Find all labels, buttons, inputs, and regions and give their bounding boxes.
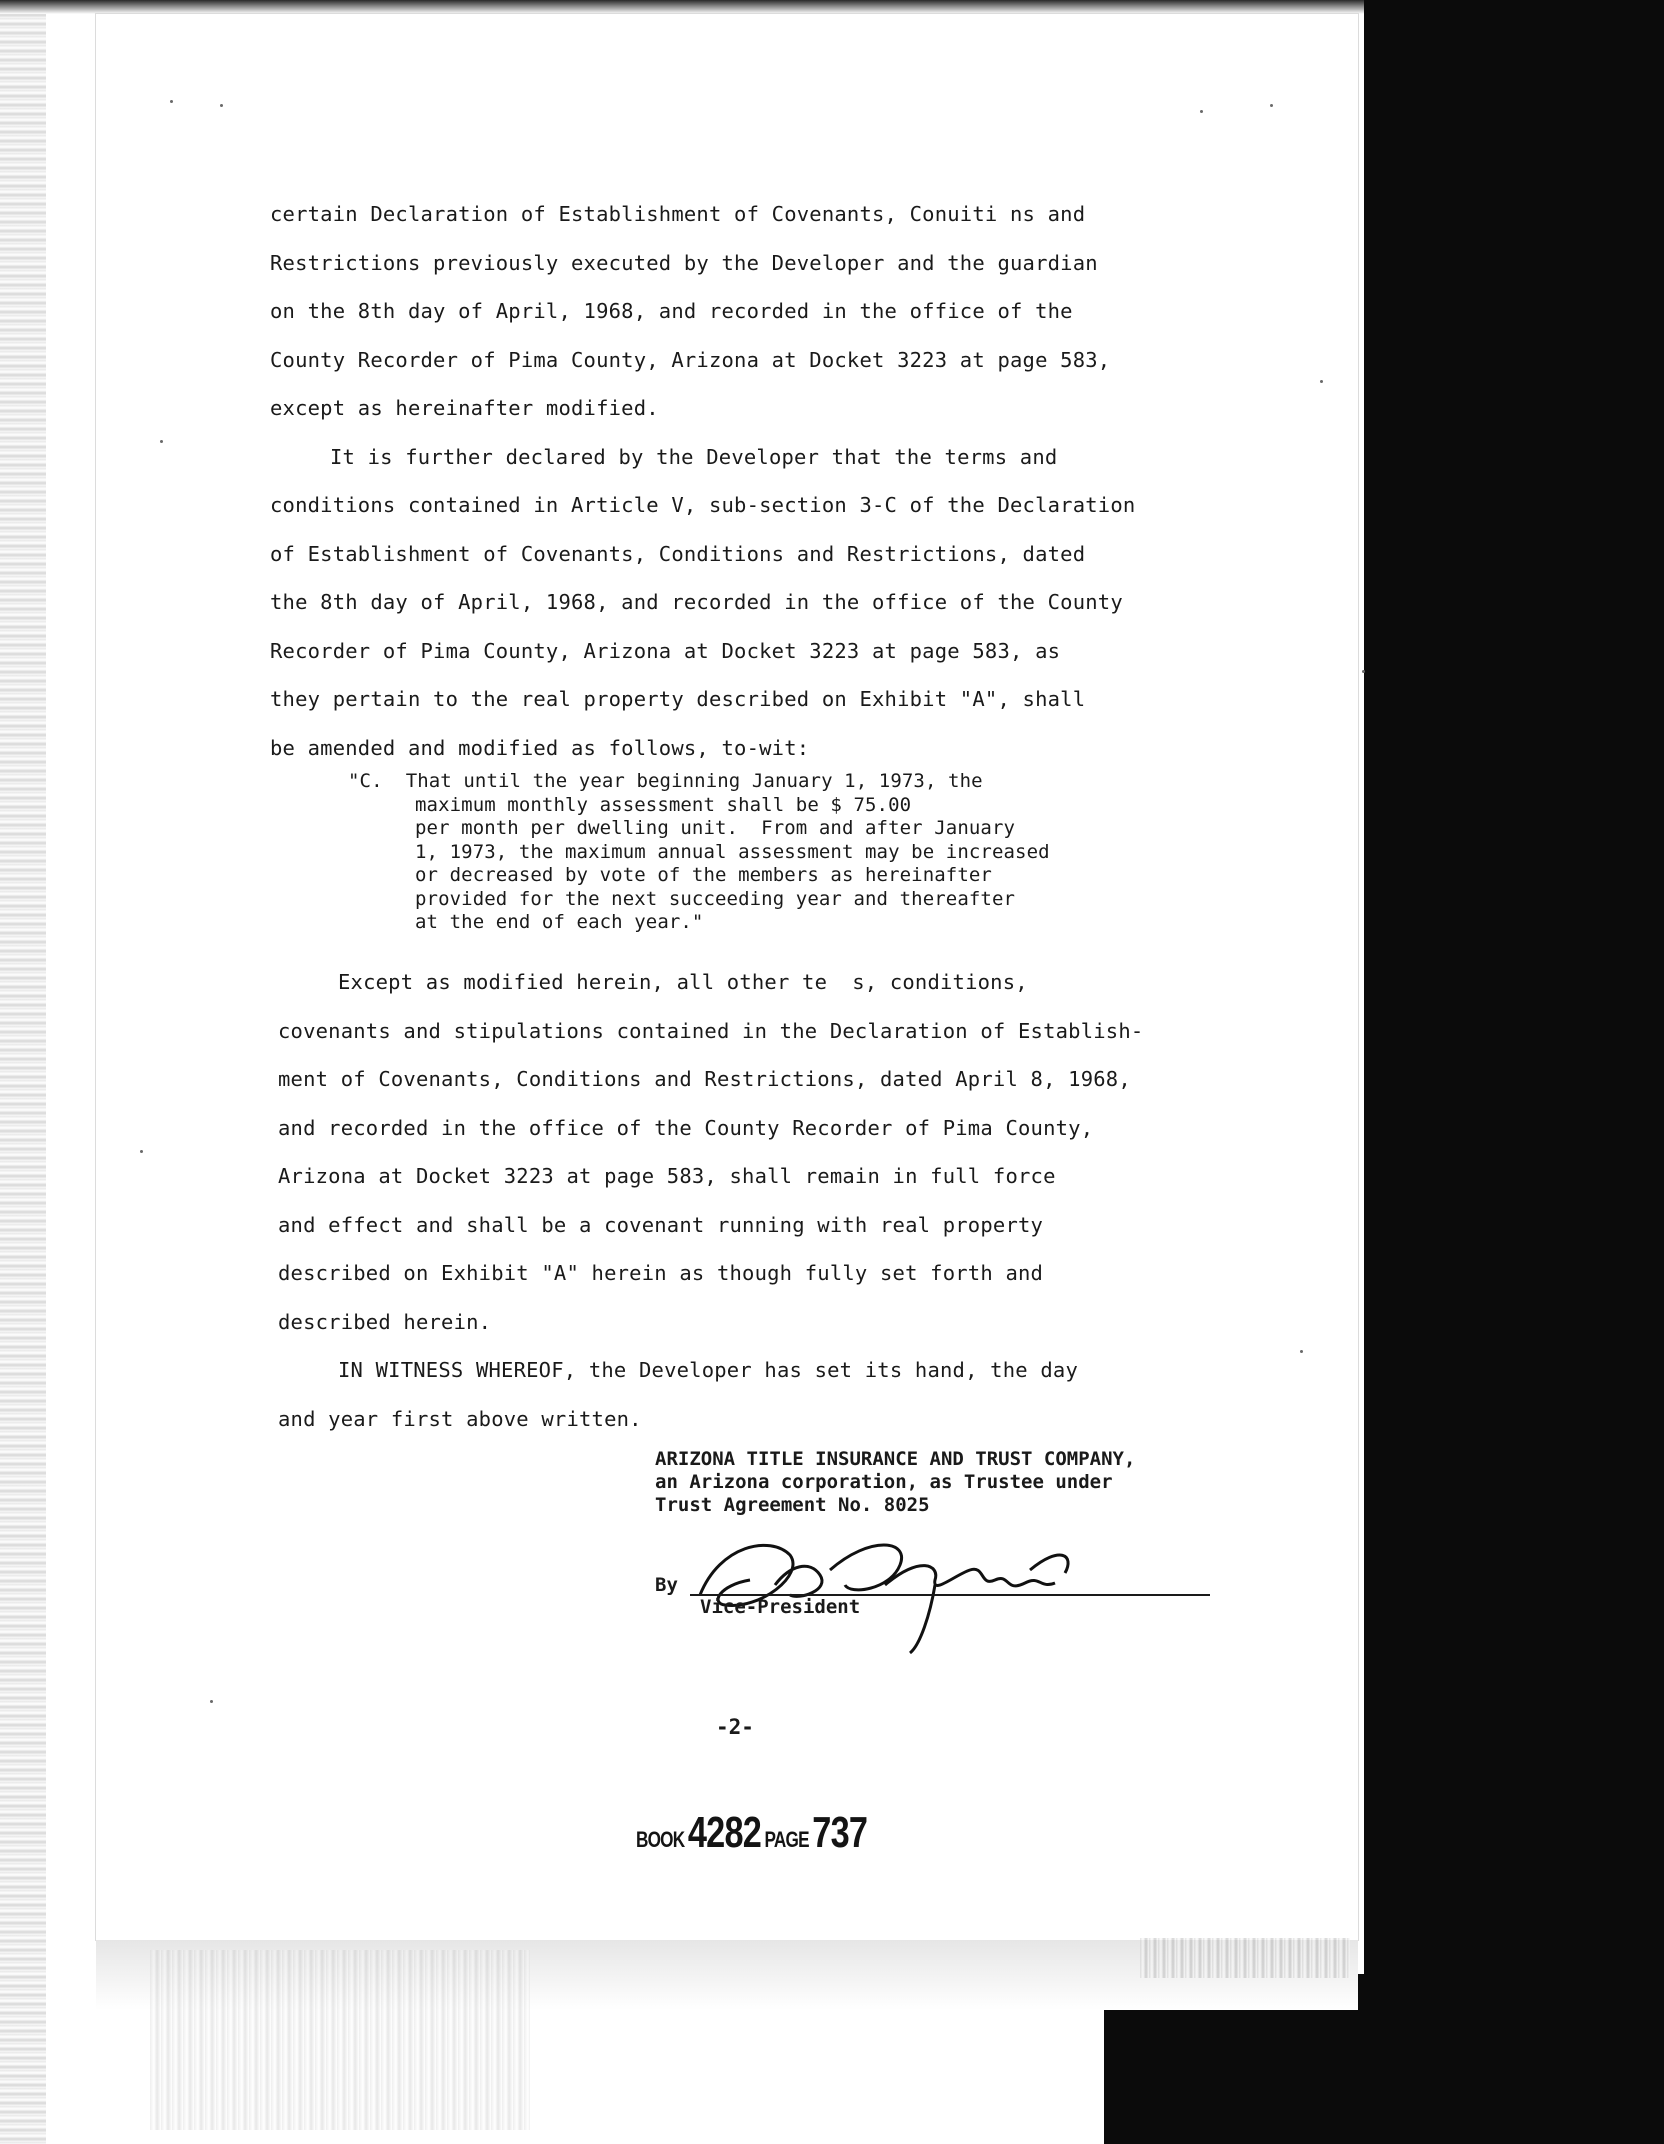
signatory-block bbox=[655, 1448, 1255, 1517]
quote-line: at the end of each year." bbox=[415, 911, 704, 933]
quote-line: per month per dwelling unit. From and after January bbox=[415, 817, 1016, 839]
paragraph-1 bbox=[270, 190, 1260, 772]
scan-speck bbox=[140, 1150, 143, 1153]
signatory-line: an Arizona corporation, as Trustee under bbox=[655, 1471, 1113, 1493]
paragraph-3 bbox=[278, 958, 1268, 1443]
scan-speck bbox=[170, 100, 173, 103]
quoted-amendment bbox=[348, 770, 1228, 935]
text-line: Recorder of Pima County, Arizona at Docket 3223 at page 583, as bbox=[270, 638, 1061, 663]
witness-line: and year first above written. bbox=[278, 1406, 642, 1431]
page-number: -2- bbox=[716, 1715, 754, 1739]
text-line: they pertain to the real property described on Exhibit "A", shall bbox=[270, 687, 1086, 711]
text-line: of Establishment of Covenants, Conditions and Restrictions, dated bbox=[270, 541, 1086, 566]
book-page-stamp bbox=[636, 1808, 867, 1858]
text-line: except as hereinafter modified. bbox=[270, 396, 659, 420]
signatory-line: ARIZONA TITLE INSURANCE AND TRUST COMPANY, bbox=[655, 1448, 1136, 1470]
quote-line: or decreased by vote of the members as hereinafter bbox=[415, 864, 992, 886]
scan-noise-bottom-left bbox=[150, 1950, 530, 2130]
text-line: conditions contained in Article V, sub-section 3-C of the Declaration bbox=[270, 493, 1136, 517]
text-line: described herein. bbox=[278, 1309, 492, 1334]
signatory-line: Trust Agreement No. 8025 bbox=[655, 1494, 930, 1516]
text-line: Except as modified herein, all other te s, conditions, bbox=[338, 970, 1028, 994]
book-label: BOOK bbox=[636, 1827, 685, 1852]
text-line: and recorded in the office of the County Recorder of Pima County, bbox=[278, 1115, 1094, 1140]
quote-line: provided for the next succeeding year and thereafter bbox=[415, 887, 1016, 910]
scan-speck bbox=[1362, 670, 1365, 673]
text-line: the 8th day of April, 1968, and recorded in the office of the County bbox=[270, 590, 1123, 614]
by-label: By bbox=[655, 1574, 678, 1596]
scan-speck bbox=[220, 104, 223, 107]
book-number: 4282 bbox=[687, 1808, 762, 1857]
witness-line: IN WITNESS WHEREOF, the Developer has set its hand, the day bbox=[338, 1358, 1078, 1382]
scan-left-edge bbox=[0, 0, 46, 2144]
page-value: 737 bbox=[812, 1808, 868, 1857]
text-line: It is further declared by the Developer that the terms and bbox=[330, 444, 1058, 469]
text-line: ment of Covenants, Conditions and Restrictions, dated April 8, 1968, bbox=[278, 1067, 1131, 1091]
text-line: on the 8th day of April, 1968, and recorded in the office of the bbox=[270, 299, 1073, 323]
scan-speck bbox=[210, 1700, 213, 1703]
text-line: covenants and stipulations contained in the Declaration of Establish- bbox=[278, 1018, 1144, 1043]
page-label: PAGE bbox=[764, 1827, 809, 1852]
scan-speck bbox=[1300, 1350, 1303, 1353]
quote-line: 1, 1973, the maximum annual assessment may be increased bbox=[415, 840, 1050, 863]
text-line: certain Declaration of Establishment of Covenants, Conuiti ns and bbox=[270, 202, 1086, 226]
scan-speck bbox=[1200, 110, 1203, 113]
scan-speck bbox=[160, 440, 163, 443]
scan-speck bbox=[1270, 104, 1273, 107]
quote-line: "C. That until the year beginning January 1, 1973, the bbox=[348, 770, 983, 792]
text-line: Arizona at Docket 3223 at page 583, shall remain in full force bbox=[278, 1164, 1056, 1188]
scan-right-border bbox=[1364, 0, 1664, 2144]
scan-speck bbox=[1320, 380, 1323, 383]
text-line: and effect and shall be a covenant running with real property bbox=[278, 1212, 1044, 1237]
officer-title: Vice-President bbox=[700, 1596, 861, 1618]
text-line: County Recorder of Pima County, Arizona at Docket 3223 at page 583, bbox=[270, 347, 1111, 372]
quote-line: maximum monthly assessment shall be $ 75.00 bbox=[415, 793, 912, 816]
text-line: Restrictions previously executed by the Developer and the guardian bbox=[270, 250, 1098, 275]
text-line: be amended and modified as follows, to-wit: bbox=[270, 735, 810, 760]
scan-noise-bottom-right bbox=[1140, 1938, 1350, 1978]
text-line: described on Exhibit "A" herein as though fully set forth and bbox=[278, 1261, 1044, 1285]
